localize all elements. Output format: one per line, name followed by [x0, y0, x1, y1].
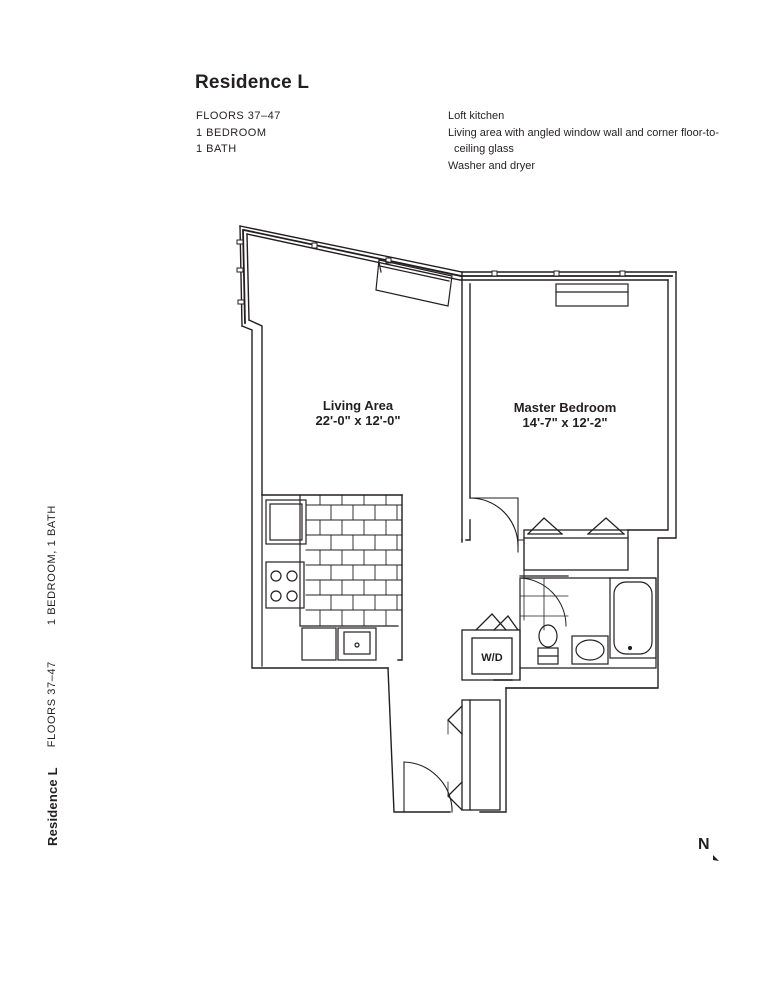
side-title: Residence L — [44, 767, 60, 846]
page-title: Residence L — [195, 72, 310, 93]
bedroom-name: Master Bedroom — [513, 400, 617, 415]
bathroom — [506, 576, 656, 688]
bedroom-heat-unit — [556, 284, 628, 306]
north-arrow-icon — [711, 853, 721, 863]
entry-closet — [448, 700, 500, 810]
exterior-walls — [240, 226, 676, 812]
laundry-closet — [462, 614, 520, 680]
cooktop — [266, 562, 304, 608]
kitchen-tile — [306, 495, 402, 626]
bedroom-size: 14'-7" x 12'-2" — [522, 415, 608, 430]
feature-living: Living area with angled window wall and corner floor-to- — [448, 126, 719, 139]
feature-laundry: Washer and dryer — [448, 159, 536, 172]
feature-kitchen: Loft kitchen — [448, 110, 505, 122]
side-floors: FLOORS 37–47 — [46, 661, 58, 748]
bedroom-door — [470, 498, 524, 578]
side-config: 1 BEDROOM, 1 BATH — [46, 505, 58, 626]
bedroom-closet — [524, 518, 628, 570]
spec-baths: 1 BATH — [196, 143, 237, 155]
spec-floors: FLOORS 37–47 — [196, 110, 281, 122]
entry-door — [404, 762, 452, 812]
kitchen — [262, 495, 398, 666]
washer-dryer-label: W/D — [481, 652, 503, 664]
north-indicator: N — [698, 836, 710, 853]
living-area-name: Living Area — [322, 398, 394, 413]
window-wall-top — [240, 226, 676, 272]
living-area-size: 22'-0" x 12'-0" — [315, 413, 401, 428]
partition-wall — [462, 272, 470, 542]
feature-living-cont: ceiling glass — [454, 143, 514, 155]
window-bands — [243, 230, 672, 323]
spec-bedrooms: 1 BEDROOM — [196, 126, 267, 139]
